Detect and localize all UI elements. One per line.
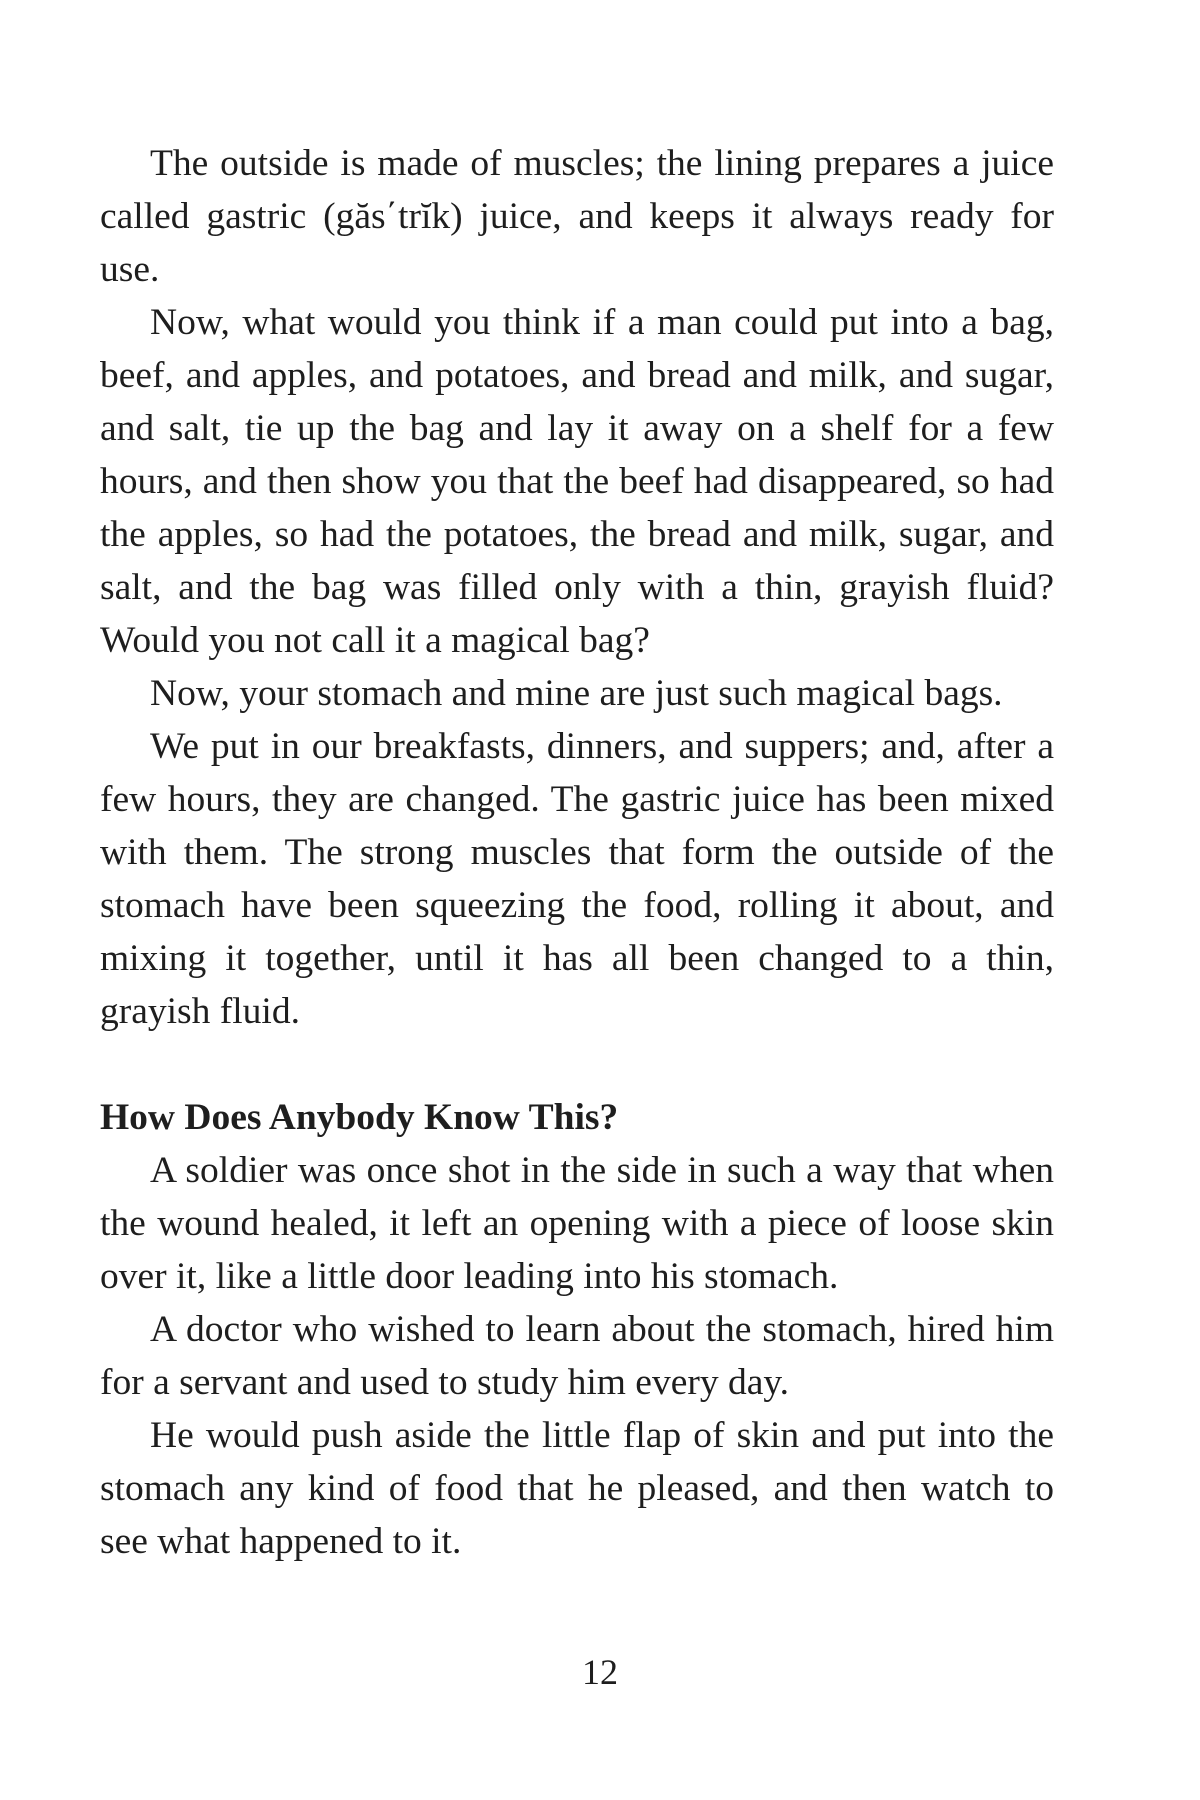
- section-heading: How Does Anybody Know This?: [100, 1097, 619, 1138]
- paragraph-soldier: A soldier was once shot in the side in such a way that when the wound healed, it left an opening with a piece of loose skin over it, like a little door leading into his stomach.: [100, 1150, 1054, 1297]
- paragraph-meals-changed: We put in our breakfasts, dinners, and suppers; and, after a few hours, they are changed. The gastric juice has been mixed with them. The strong muscles that form the outside of the stomach have been squeezing the food, rolling it about, and mixing it together, until it has all been changed to a thin, grayish fluid.: [100, 726, 1054, 1032]
- paragraph-stomach-bags: Now, your stomach and mine are just such magical bags.: [150, 673, 1003, 714]
- paragraph-stomach-lining: The outside is made of muscles; the lining prepares a juice called gastric (găs΄trĭk) juice, and keeps it always ready for use.: [100, 143, 1054, 290]
- paragraph-experiment: He would push aside the little flap of skin and put into the stomach any kind of food that he pleased, and then watch to see what happened to it.: [100, 1415, 1054, 1562]
- page-body: [100, 137, 1054, 1568]
- paragraph-doctor: A doctor who wished to learn about the stomach, hired him for a servant and used to study him every day.: [100, 1309, 1054, 1403]
- paragraph-magical-bag: Now, what would you think if a man could put into a bag, beef, and apples, and potatoes, and bread and milk, and sugar, and salt, tie up the bag and lay it away on a shelf for a few hours, and then show you that the beef had disappeared, so had the apples, so had the potatoes, the bread and milk, sugar, and salt, and the bag was filled only with a thin, grayish fluid? Would you not call it a magical bag?: [100, 302, 1054, 661]
- page-number: 12: [582, 1652, 618, 1692]
